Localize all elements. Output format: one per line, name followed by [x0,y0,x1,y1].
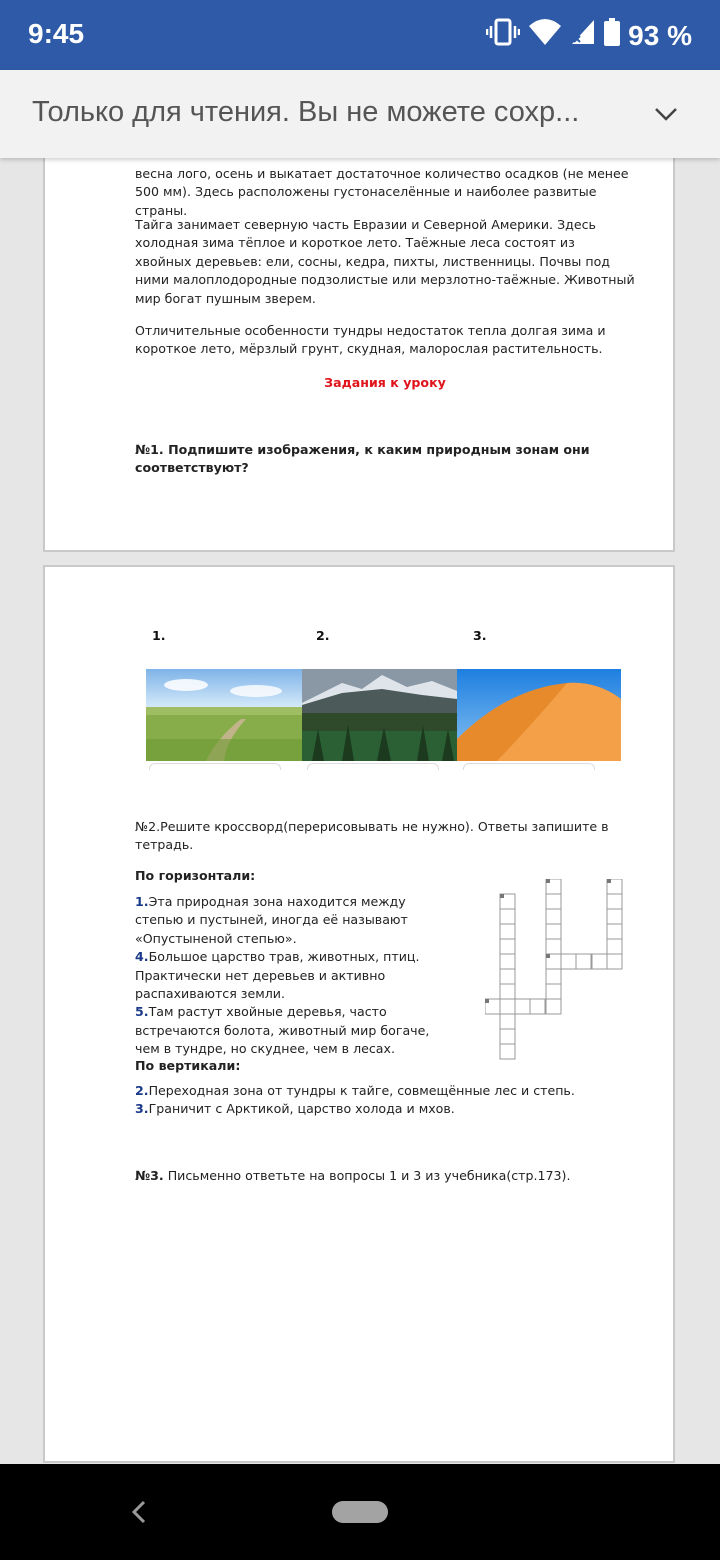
horizontal-clues [135,893,453,1059]
status-time: 9:45 [28,18,85,49]
read-only-info-bar[interactable] [0,70,720,158]
wifi-icon [528,18,562,53]
crossword-grid [485,879,635,1069]
signal-icon [570,18,596,53]
caption-box-2 [307,763,439,770]
clue-5: 5.Там растут хвойные деревья, часто встречаются болота, животный мир богаче, чем в тундре, но скуднее, чем в лесах. [135,1004,430,1057]
tasks-heading: Задания к уроку [324,375,446,390]
status-bar [0,0,720,70]
desert-image [457,669,621,761]
chevron-down-icon[interactable] [652,100,680,128]
horizontal-heading: По горизонтали: [135,868,256,883]
task-1: №1. Подпишите изображения, к каким природным зонам они соответствуют? [135,442,590,476]
back-icon[interactable] [126,1496,152,1528]
clue-2: 2.Переходная зона от тундры к тайге, совмещённые лес и степь. [135,1083,575,1098]
image-label-2: 2. [316,628,330,643]
task-2: №2.Решите кроссворд(перерисовывать не нужно). Ответы запишите в тетрадь. [135,819,609,853]
clue-1: 1.Эта природная зона находится между степью и пустыней, иногда её называют «Опустыненой степью». [135,894,408,946]
vibrate-icon [486,18,520,53]
vertical-heading: По вертикали: [135,1058,241,1073]
battery-icon [604,18,620,53]
image-label-3: 3. [473,628,487,643]
image-label-1: 1. [152,628,166,643]
paragraph-climate: весна лого, осень и выкатает достаточное количество осадков (не менее 500 мм). Здесь расположены густонаселённые и наиболее развитые страны. [135,166,629,218]
document-page-2[interactable] [43,565,675,1463]
caption-box-3 [463,763,595,770]
caption-box-1 [149,763,281,770]
clue-3: 3.Граничит с Арктикой, царство холода и мхов. [135,1101,455,1117]
battery-percent: 93 % [628,19,692,51]
paragraph-tundra: Отличительные особенности тундры недостаток тепла долгая зима и короткое лето, мёрзлый грунт, скудная, малорослая растительность. [135,323,606,357]
home-button[interactable] [332,1501,388,1523]
clue-4: 4.Большое царство трав, животных, птиц. Практически нет деревьев и активно распахиваются земли. [135,949,420,1002]
taiga-image [302,669,457,761]
document-page-1[interactable] [43,140,675,552]
status-icons [486,18,692,53]
vertical-clues [135,1082,635,1119]
paragraph-taiga: Тайга занимает северную часть Евразии и Северной Америки. Здесь холодная зима тёплое и короткое лето. Таёжные леса состоят из хвойных деревьев: ели, сосны, кедра, пихты, лиственницы. Почвы под ними малоплодородные подзолистые или мерзлотно-таёжные. Животный мир богат пушным зверем. [135,217,635,306]
read-only-message: Только для чтения. Вы не можете сохр... [32,96,580,128]
steppe-image [146,669,302,761]
task-3: №3. Письменно ответьте на вопросы 1 и 3 из учебника(стр.173). [135,1168,571,1183]
